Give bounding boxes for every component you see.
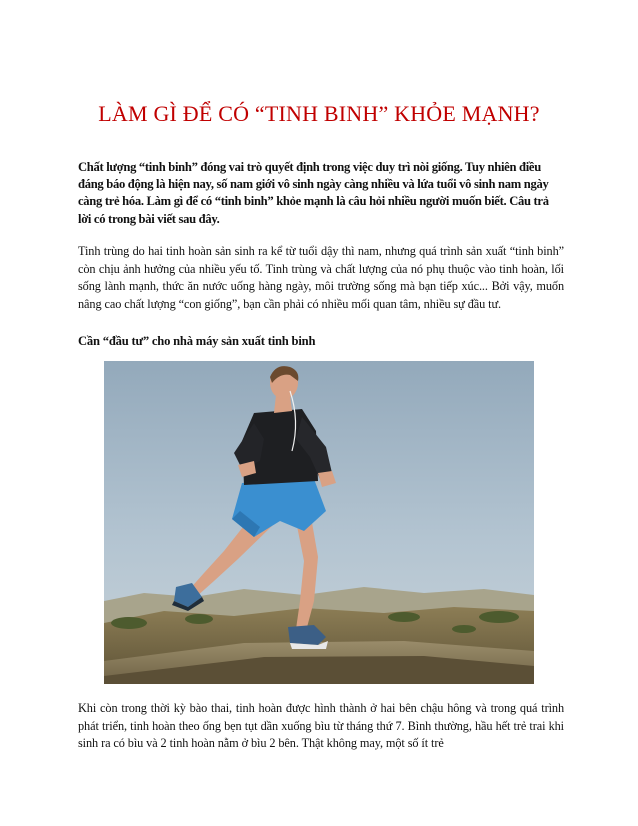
runner-photo bbox=[104, 361, 534, 684]
section-subheading: Cần “đầu tư” cho nhà máy sản xuất tinh binh bbox=[78, 334, 316, 348]
page-title: LÀM GÌ ĐỂ CÓ “TINH BINH” KHỎE MẠNH? bbox=[98, 101, 540, 126]
body-paragraph-2: Khi còn trong thời kỳ bào thai, tinh hoàn được hình thành ở hai bên chậu hông và trong quá trình phát triển, tinh hoàn theo ống bẹn tụt dần xuống bìu từ tháng thứ 7. Bình thường, hầu hết trẻ trai khi sinh ra có bìu và 2 tinh hoàn nằm ở bìu 2 bên. Thật không may, một số ít trẻ bbox=[78, 701, 564, 751]
body-paragraph-1: Tinh trùng do hai tinh hoàn sản sinh ra kể từ tuổi dậy thì nam, nhưng quá trình sản xuất “tinh binh” còn chịu ảnh hưởng của nhiều yếu tố. Tinh trùng và chất lượng của nó phụ thuộc vào tinh hoàn, lối sống lành mạnh, thức ăn nước uống hàng ngày, môi trường sống mà bạn tiếp xúc... Bởi vậy, muốn nâng cao chất lượng “con giống”, bạn cần phải có nhiều mối quan tâm, nhiều sự đầu tư. bbox=[78, 244, 564, 311]
intro-paragraph: Chất lượng “tinh binh” đóng vai trò quyết định trong việc duy trì nòi giống. Tuy nhiên điều đáng báo động là hiện nay, số nam giới vô sinh ngày càng nhiều và lứa tuổi vô sinh nam ngày càng trẻ hóa. Làm gì để có “tinh binh” khỏe mạnh là câu hỏi nhiều người muốn biết. Câu trả lời có trong bài viết sau đây. bbox=[78, 160, 549, 226]
